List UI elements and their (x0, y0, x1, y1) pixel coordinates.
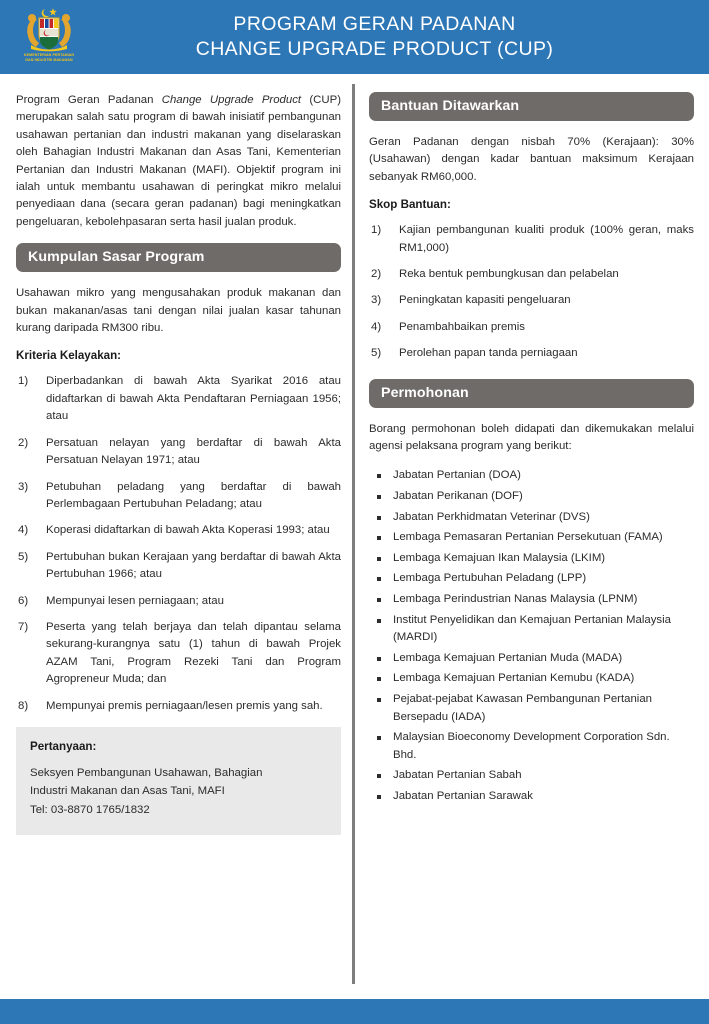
contact-line-2: Industri Makanan dan Asas Tani, MAFI (30, 785, 225, 798)
contact-line-1: Seksyen Pembangunan Usahawan, Bahagian (30, 766, 263, 779)
right-column (369, 92, 694, 809)
list-item (369, 767, 694, 785)
list-item-number: 3) (371, 294, 382, 307)
kriteria-kelayakan-title: Kriteria Kelayakan: (16, 349, 122, 363)
list-item-text: Mempunyai premis perniagaan/lesen premis yang sah. (46, 699, 323, 712)
intro-text-before: Program Geran Padanan (16, 94, 162, 106)
list-item-text: Peserta yang telah berjaya dan telah dipantau selama sekurang-kurangnya satu (1) tahun di bawah Projek AZAM Tani, Program Rezeki Tani dan Program Agropreneur Muda; dan (46, 620, 341, 686)
list-item-text: Persatuan nelayan yang berdaftar di bawah Akta Persatuan Nelayan 1971; atau (46, 436, 341, 467)
list-item (16, 698, 341, 715)
list-item-number: 2) (18, 436, 29, 449)
square-bullet-icon (377, 577, 381, 581)
square-bullet-icon (377, 619, 381, 623)
list-item (369, 266, 694, 283)
list-item (369, 529, 694, 547)
list-item (369, 612, 694, 647)
list-item-text: Lembaga Pertubuhan Peladang (LPP) (393, 572, 587, 585)
column-divider (352, 84, 355, 984)
list-item (369, 509, 694, 527)
list-item (16, 522, 341, 539)
left-column (16, 92, 341, 835)
section-header-permohonan: Permohonan (369, 379, 694, 408)
list-item (369, 650, 694, 668)
square-bullet-icon (377, 795, 381, 799)
list-item-text: Peningkatan kapasiti pengeluaran (399, 294, 571, 307)
list-item-text: Lembaga Pemasaran Pertanian Persekutuan (FAMA) (393, 531, 663, 544)
page-footer (0, 999, 709, 1024)
list-item-number: 4) (371, 320, 382, 333)
kriteria-kelayakan-list (16, 373, 341, 715)
list-item-number: 5) (371, 347, 382, 360)
list-item (369, 222, 694, 257)
list-item-number: 2) (371, 268, 382, 281)
list-item-text: Koperasi didaftarkan di bawah Akta Koperasi 1993; atau (46, 524, 330, 537)
list-item-text: Penambahbaikan premis (399, 320, 526, 333)
list-item (369, 488, 694, 506)
list-item-number: 6) (18, 594, 29, 607)
list-item-text: Perolehan papan tanda perniagaan (399, 347, 578, 360)
section-header-bantuan-ditawarkan: Bantuan Ditawarkan (369, 92, 694, 121)
list-item-text: Lembaga Kemajuan Pertanian Kemubu (KADA) (393, 672, 635, 685)
list-item-text: Diperbadankan di bawah Akta Syarikat 2016 atau didaftarkan di bawah Akta Pendaftaran Perniagaan 1956; atau (46, 375, 341, 423)
list-item (369, 788, 694, 806)
list-item (369, 467, 694, 485)
agency-list (369, 467, 694, 805)
square-bullet-icon (377, 736, 381, 740)
section-header-kumpulan-sasar: Kumpulan Sasar Program (16, 243, 341, 272)
list-item (16, 435, 341, 470)
intro-paragraph (16, 92, 341, 231)
list-item (16, 619, 341, 689)
list-item-number: 4) (18, 524, 29, 537)
list-item (16, 479, 341, 514)
crest-caption-line-2: DAN INDUSTRI MAKANAN (25, 57, 73, 62)
permohonan-body: Borang permohonan boleh didapati dan dikemukakan melalui agensi pelaksana program yang berikut: (369, 422, 694, 453)
list-item-text: Mempunyai lesen perniagaan; atau (46, 594, 224, 607)
list-item-text: Petubuhan peladang yang berdaftar di bawah Perlembagaan Pertubuhan Peladang; atau (46, 480, 341, 510)
crest-caption (24, 53, 74, 62)
list-item (369, 345, 694, 362)
list-item-number: 1) (371, 224, 382, 237)
ministry-crest (14, 3, 84, 71)
list-item-text: Institut Penyelidikan dan Kemajuan Pertanian Malaysia (MARDI) (393, 613, 671, 644)
list-item-number: 3) (18, 480, 29, 493)
square-bullet-icon (377, 774, 381, 778)
kumpulan-sasar-body: Usahawan mikro yang mengusahakan produk makanan dan bukan makanan/asas tani dengan nilai jualan kasar tahunan kurang daripada RM300 ribu. (16, 287, 341, 335)
list-item-text: Lembaga Perindustrian Nanas Malaysia (LPNM) (393, 593, 638, 606)
contact-title: Pertanyaan: (30, 739, 97, 753)
contact-phone: Tel: 03-8870 1765/1832 (30, 803, 150, 816)
list-item (369, 729, 694, 764)
list-item-number: 1) (18, 375, 29, 388)
list-item-text: Jabatan Perkhidmatan Veterinar (DVS) (393, 510, 590, 523)
list-item (16, 593, 341, 610)
list-item-text: Jabatan Pertanian Sarawak (393, 789, 533, 802)
list-item-number: 7) (18, 620, 29, 633)
list-item (369, 691, 694, 726)
list-item-text: Pertubuhan bukan Kerajaan yang berdaftar di bawah Akta Pertubuhan 1966; atau (46, 550, 341, 581)
intro-text-italic: Change Upgrade Product (161, 94, 302, 106)
list-item-number: 8) (18, 699, 29, 712)
list-item-text: Lembaga Kemajuan Ikan Malaysia (LKIM) (393, 551, 606, 564)
square-bullet-icon (377, 495, 381, 499)
list-item-text: Jabatan Pertanian (DOA) (393, 469, 521, 482)
square-bullet-icon (377, 474, 381, 478)
square-bullet-icon (377, 677, 381, 681)
list-item-text: Lembaga Kemajuan Pertanian Muda (MADA) (393, 651, 623, 664)
contact-box (16, 727, 341, 836)
list-item (369, 292, 694, 309)
list-item-text: Pejabat-pejabat Kawasan Pembangunan Pertanian Bersepadu (IADA) (393, 693, 653, 723)
list-item (369, 591, 694, 609)
square-bullet-icon (377, 536, 381, 540)
skop-bantuan-list (369, 222, 694, 362)
square-bullet-icon (377, 557, 381, 561)
intro-text-after: (CUP) merupakan salah satu program di bawah inisiatif pembangunan usahawan pertanian dan industri makanan yang diselaraskan oleh Bahagian Industri Makanan dan Asas Tani, Kementerian Pertanian dan Industri Makanan (MAFI). Objektif program ini ialah untuk membantu usahawan di peringkat mikro melalui penyediaan dana (secara geran padanan) bagi meningkatkan pengeluaran, kebolehpasaran serta hasil jualan produk. (16, 94, 341, 228)
list-item-text: Jabatan Perikanan (DOF) (393, 490, 523, 503)
list-item (369, 670, 694, 688)
page-title-line-1: PROGRAM GERAN PADANAN (233, 13, 516, 35)
malaysia-coat-of-arms-icon (22, 5, 76, 52)
list-item (369, 570, 694, 588)
page-header (0, 0, 709, 74)
square-bullet-icon (377, 598, 381, 602)
page-title-line-2: CHANGE UPGRADE PRODUCT (CUP) (195, 38, 554, 60)
square-bullet-icon (377, 516, 381, 520)
list-item-text: Jabatan Pertanian Sabah (393, 769, 522, 782)
list-item (16, 373, 341, 425)
crest-caption-line-1: KEMENTERIAN PERTANIAN (23, 53, 75, 57)
list-item-text: Reka bentuk pembungkusan dan pelabelan (399, 268, 619, 281)
page-title (0, 12, 709, 62)
skop-bantuan-title: Skop Bantuan: (369, 198, 451, 212)
list-item (369, 319, 694, 336)
square-bullet-icon (377, 698, 381, 702)
square-bullet-icon (377, 657, 381, 661)
list-item-text: Malaysian Bioeconomy Development Corporation Sdn. Bhd. (393, 731, 670, 761)
list-item (369, 550, 694, 568)
bantuan-body: Geran Padanan dengan nisbah 70% (Kerajaan): 30% (Usahawan) dengan kadar bantuan maksimum Kerajaan sebanyak RM60,000. (369, 136, 694, 183)
list-item-number: 5) (18, 550, 29, 563)
list-item-text: Kajian pembangunan kualiti produk (100% geran, maks RM1,000) (399, 224, 694, 254)
list-item (16, 549, 341, 584)
